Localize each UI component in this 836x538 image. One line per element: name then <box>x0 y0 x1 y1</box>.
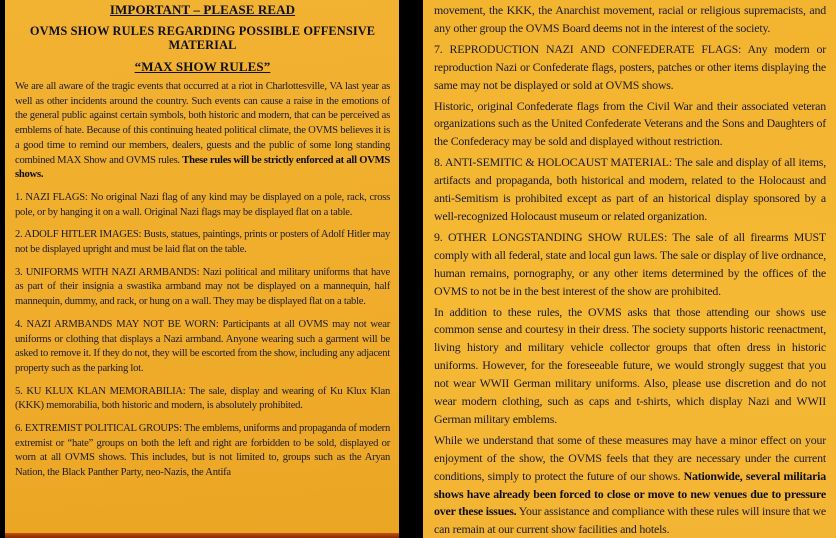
closing-paragraph <box>434 432 826 538</box>
rule-6-extremist-groups: 6. EXTREMIST POLITICAL GROUPS: The emblems, uniforms and propaganda of modern extremist or “hate” groups on both the left and right are forbidden to be sold, displayed or worn at all OVMS shows. This includes, but is not limited to, groups such as the Aryan Nation, the Black Panther Party, neo-Nazis, the Antifa <box>15 423 390 479</box>
rule-6-continuation: movement, the KKK, the Anarchist movement, racial or religious supremacists, and any other group the OVMS Board deems not in the interest of the society. <box>434 3 826 35</box>
closing-text-after: Your assistance and compliance with these rules will insure that we can remain at our current show facilities and hotels. <box>434 504 826 537</box>
page-left <box>5 0 399 538</box>
rule-7-reproduction-flags: 7. REPRODUCTION NAZI AND CONFEDERATE FLAGS: Any modern or reproduction Nazi or Confederate flags, posters, patches or other items displaying the same may not be displayed or sold at OVMS shows. <box>434 41 826 92</box>
page-right <box>423 0 836 538</box>
dress-code-paragraph: In addition to these rules, the OVMS asks that those attending our shows use common sense and courtesy in their dress. The society supports historic reenactment, living history and military vehicle collector groups that often dress in historic uniforms. However, for the foreseeable future, we would strongly suggest that you not wear WWII German military uniforms. Also, please use discretion and do not wear modern clothing, such as caps and t-shirts, which display Nazi and WWII German military emblems. <box>434 304 826 426</box>
intro-enforcement-bold: These rules will be strictly enforced at all OVMS shows. <box>15 154 391 181</box>
confederate-exception-paragraph: Historic, original Confederate flags from the Civil War and their associated veteran organizations such as the United Confederate Veterans and the Sons and Daughters of the Confederacy may be sold and displayed without restriction. <box>434 98 826 149</box>
rules-heading: OVMS SHOW RULES REGARDING POSSIBLE OFFENSIVE MATERIAL <box>29 24 376 52</box>
rule-9-longstanding-show-rules: 9. OTHER LONGSTANDING SHOW RULES: The sale of all firearms MUST comply with all federal, state and local gun laws. The sale or display of live ordnance, human remains, pornography, or any other items determined by the offices of the OVMS to not be in the best interest of the show are prohibited. <box>434 229 826 298</box>
closing-venues-bold: Nationwide, several militaria shows have already been forced to close or move to new venues due to pressure over these issues. <box>434 468 827 519</box>
rule-2-adolf-hitler-images: 2. ADOLF HITLER IMAGES: Busts, statues, paintings, prints or posters of Adolf Hitler may not be displayed upright and must be laid flat on the table. <box>15 229 390 256</box>
rule-1-nazi-flags: 1. NAZI FLAGS: No original Nazi flag of any kind may be displayed on a pole, rack, cross pole, or by hanging it on a wall. Original Nazi flags may be displayed flat on a table. <box>15 191 390 218</box>
rule-3-uniforms-nazi-armbands: 3. UNIFORMS WITH NAZI ARMBANDS: Nazi political and military uniforms that have as part of their insignia a swastika armband may not be displayed on a mannequin, half mannequin, dummy, and rack, or hung on a wall. They may be displayed flat on a table. <box>15 266 390 308</box>
intro-text: We are all aware of the tragic events that occurred at a riot in Charlottesville, VA last year as well as other incidents around the country. Such events can cause a raise in the emotions of the general public against certain symbols, both historic and modern, that can be perceived as emblems of hate. Because of this continuing heated political climate, the OVMS believes it is a good time to remind our members, dealers, guests and the public of some long standing combined MAX Show and OVMS rules. <box>15 81 390 166</box>
paper-bottom-edge <box>5 533 399 538</box>
intro-paragraph <box>15 80 390 183</box>
rule-8-antisemitic-holocaust-material: 8. ANTI-SEMITIC & HOLOCAUST MATERIAL: The sale and display of all items, artifacts and propaganda, both historical and modern, related to the Holocaust and anti-Semitism is prohibited except as part of an historical display sponsored by a well-recognized Holocaust museum or related organization. <box>434 155 826 223</box>
max-show-rules-subheading: “MAX SHOW RULES” <box>134 59 271 74</box>
rule-4-armbands-not-worn: 4. NAZI ARMBANDS MAY NOT BE WORN: Participants at all OVMS may not wear uniforms or clothing that displays a Nazi armband. Anyone wearing such a garment will be asked to remove it. If they do not, they will be escorted from the show, including any adjacent property such as the parking lot. <box>15 318 390 374</box>
important-title: IMPORTANT – PLEASE READ <box>109 2 296 17</box>
closing-text-before: While we understand that some of these measures may have a minor effect on your enjoyment of the show, the OVMS feels that they are necessary under the current conditions, simply to protect the future of our shows. <box>434 432 826 483</box>
rule-5-kkk-memorabilia: 5. KU KLUX KLAN MEMORABILIA: The sale, display and wearing of Ku Klux Klan (KKK) memorabilia, both historic and modern, is absolutely prohibited. <box>15 385 390 412</box>
